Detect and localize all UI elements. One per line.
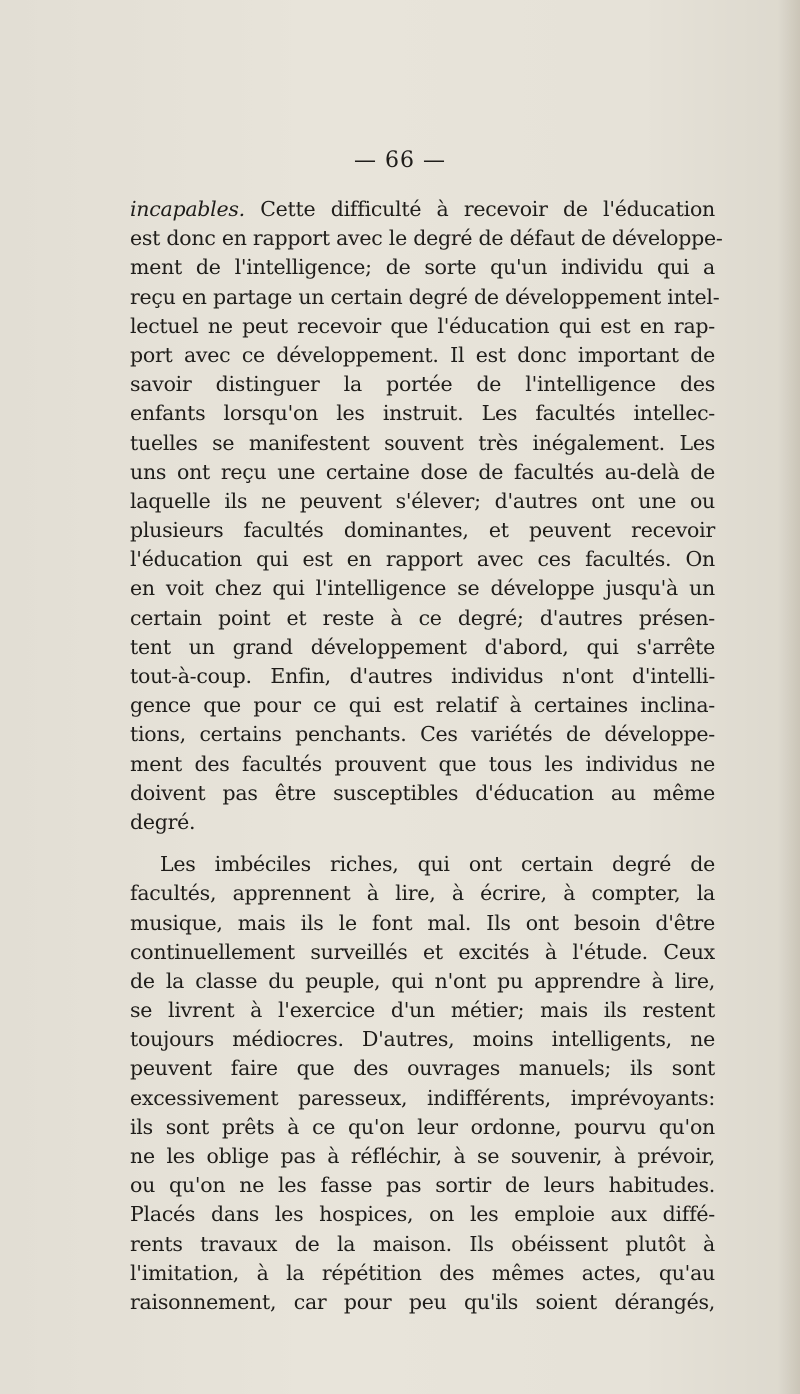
- text-line: tent un grand développement d'abord, qui s'arrête: [130, 634, 715, 659]
- text-line: excessivement paresseux, indifférents, imprévoyants:: [130, 1085, 715, 1110]
- text-line: musique, mais ils le font mal. Ils ont besoin d'être: [130, 910, 715, 935]
- text-line: uns ont reçu une certaine dose de facultés au-delà de: [130, 459, 715, 484]
- text-line: Placés dans les hospices, on les emploie aux diffé-: [130, 1202, 715, 1227]
- text-line: doivent pas être susceptibles d'éducation au même: [130, 780, 715, 805]
- text-line: ment des facultés prouvent que tous les individus ne: [130, 751, 715, 776]
- text-line: plusieurs facultés dominantes, et peuvent recevoir: [130, 518, 715, 543]
- text-line: l'imitation, à la répétition des mêmes actes, qu'au: [130, 1260, 715, 1285]
- text-line: de la classe du peuple, qui n'ont pu apprendre à lire,: [130, 968, 715, 993]
- text-line: raisonnement, car pour peu qu'ils soient dérangés,: [130, 1289, 715, 1314]
- text-line: ou qu'on ne les fasse pas sortir de leurs habitudes.: [130, 1173, 715, 1198]
- text-line: tout-à-coup. Enfin, d'autres individus n'ont d'intelli-: [130, 664, 715, 688]
- italic-lead-word: incapables.: [130, 197, 245, 221]
- text-line: savoir distinguer la portée de l'intelligence des: [130, 372, 715, 397]
- text-line: port avec ce développement. Il est donc important de: [130, 342, 715, 367]
- text-line: ment de l'intelligence; de sorte qu'un individu qui a: [130, 255, 715, 280]
- text-line: facultés, apprennent à lire, à écrire, à compter, la: [130, 881, 715, 906]
- text-line: est donc en rapport avec le degré de défaut de développe-: [130, 226, 723, 251]
- paragraph-gap: [130, 837, 715, 850]
- text-line: gence que pour ce qui est relatif à certaines inclina-: [130, 693, 715, 718]
- text-line: peuvent faire que des ouvrages manuels; ils sont: [130, 1056, 715, 1081]
- text-line: l'éducation qui est en rapport avec ces facultés. On: [130, 547, 715, 572]
- text-line: reçu en partage un certain degré de développement intel-: [130, 284, 720, 309]
- text-line: laquelle ils ne peuvent s'élever; d'autres ont une ou: [130, 488, 715, 513]
- text-line: toujours médiocres. D'autres, moins intelligents, ne: [130, 1027, 715, 1052]
- text-line: continuellement surveillés et excités à l'étude. Ceux: [130, 939, 715, 964]
- page-number: — 66 —: [354, 148, 446, 173]
- text-line: tions, certains penchants. Ces variétés de développe-: [130, 722, 715, 747]
- text-line: certain point et reste à ce degré; d'autres présen-: [130, 605, 715, 630]
- text-line: ne les oblige pas à réfléchir, à se souvenir, à prévoir,: [130, 1144, 715, 1168]
- text-line: tuelles se manifestent souvent très inégalement. Les: [130, 430, 715, 455]
- text-line: degré.: [130, 809, 196, 834]
- text-line: Les imbéciles riches, qui ont certain degré de: [160, 852, 715, 877]
- text-line: en voit chez qui l'intelligence se développe jusqu'à un: [130, 576, 715, 601]
- body-text: [130, 195, 723, 1317]
- text-line: enfants lorsqu'on les instruit. Les facultés intellec-: [130, 401, 715, 426]
- text-line: se livrent à l'exercice d'un métier; mais ils restent: [130, 998, 715, 1023]
- text-line: incapables. Cette difficulté à recevoir de l'éducation: [130, 197, 715, 221]
- text-line: lectuel ne peut recevoir que l'éducation qui est en rap-: [130, 313, 715, 338]
- text-line: rents travaux de la maison. Ils obéissent plutôt à: [130, 1231, 715, 1256]
- page-edge-shadow: [778, 0, 800, 1394]
- text-line: ils sont prêts à ce qu'on leur ordonne, pourvu qu'on: [130, 1114, 715, 1139]
